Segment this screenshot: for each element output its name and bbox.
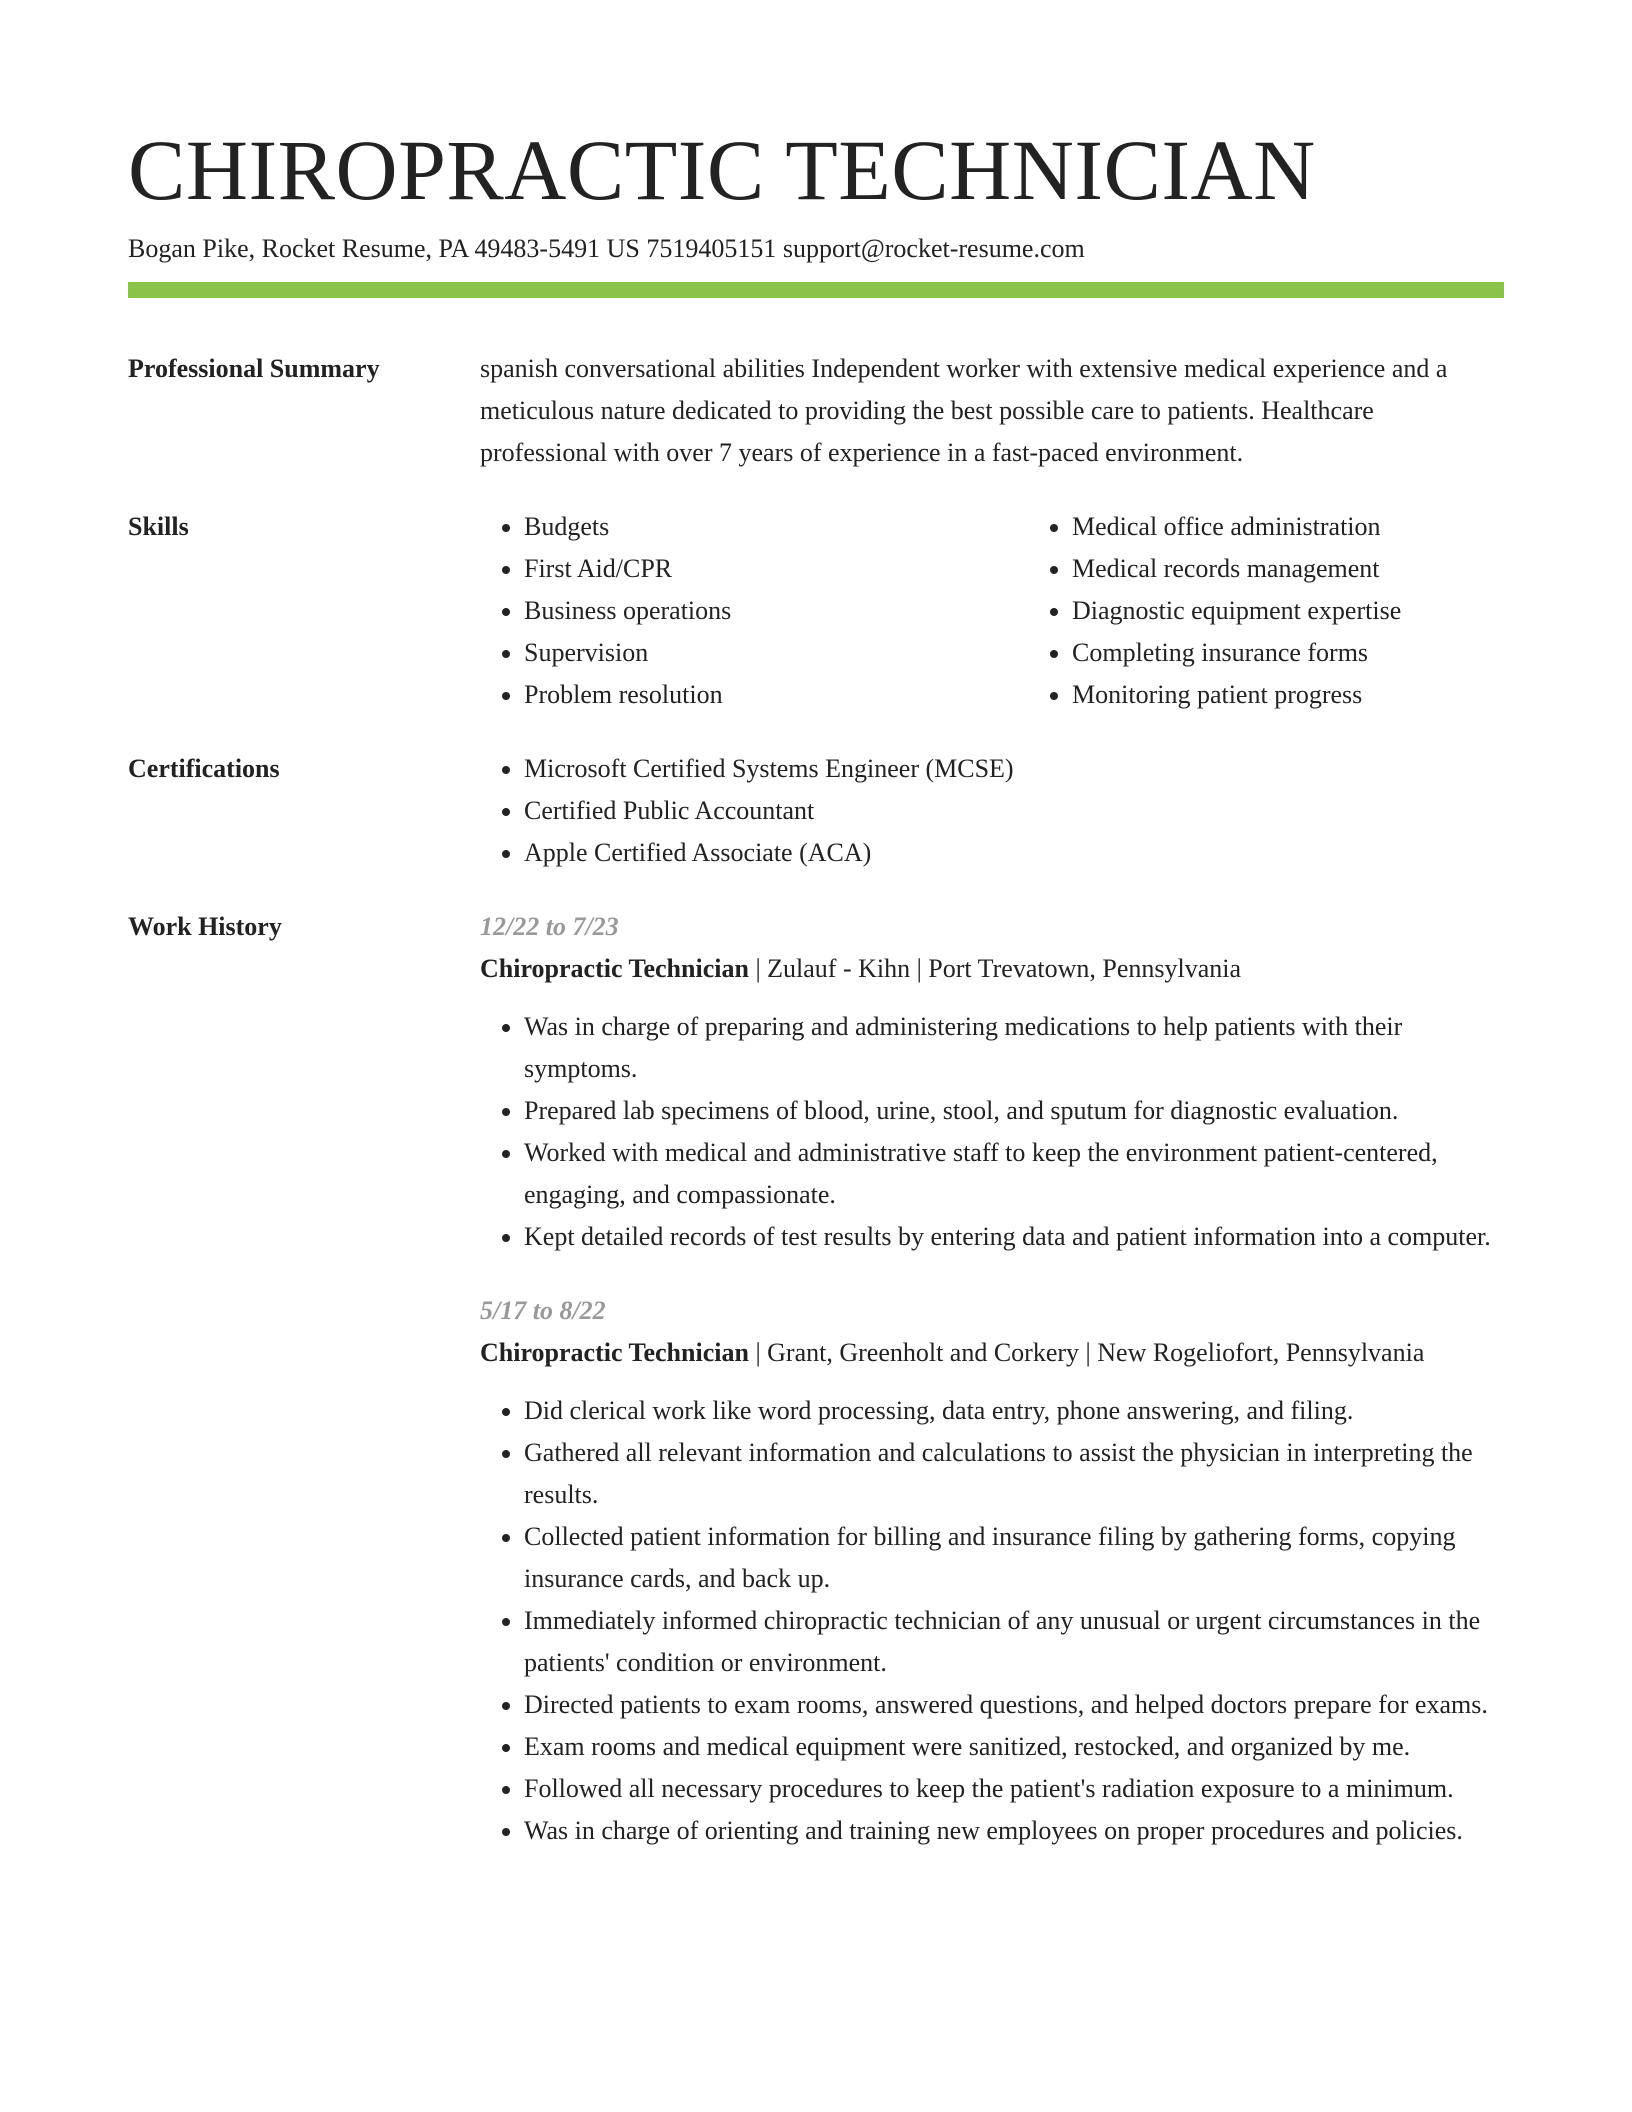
resume-page	[128, 0, 1504, 1852]
skills-list-left	[480, 506, 1028, 716]
job-bullets	[480, 1006, 1504, 1258]
job-employer-location: | Grant, Greenholt and Corkery | New Rogeliofort, Pennsylvania	[748, 1338, 1425, 1367]
skill-item: • Business operations	[524, 590, 1028, 632]
job-heading	[480, 1332, 1504, 1374]
work-history-section	[128, 906, 1504, 1852]
job-bullet: • Exam rooms and medical equipment were sanitized, restocked, and organized by me.	[524, 1726, 1504, 1768]
job-bullet: • Was in charge of preparing and administering medications to help patients with their symptoms.	[524, 1006, 1504, 1090]
job-dates: 12/22 to 7/23	[480, 912, 619, 941]
job-heading	[480, 948, 1504, 990]
job-bullet: • Immediately informed chiropractic technician of any unusual or urgent circumstances in the patients' condition or environment.	[524, 1600, 1504, 1684]
work-history-body	[480, 906, 1504, 1852]
summary-section	[128, 348, 1504, 474]
skills-body	[480, 506, 1576, 716]
accent-divider	[128, 282, 1504, 298]
job-bullet: • Collected patient information for billing and insurance filing by gathering forms, copying insurance cards, and back up.	[524, 1516, 1504, 1600]
skill-item: • Medical office administration	[1072, 506, 1576, 548]
job-bullet: • Did clerical work like word processing, data entry, phone answering, and filing.	[524, 1390, 1504, 1432]
skills-section	[128, 506, 1504, 716]
skill-item: • Diagnostic equipment expertise	[1072, 590, 1576, 632]
job-bullet: • Directed patients to exam rooms, answered questions, and helped doctors prepare for exams.	[524, 1684, 1504, 1726]
certifications-section	[128, 748, 1504, 874]
skill-item: • Supervision	[524, 632, 1028, 674]
skill-item: • Completing insurance forms	[1072, 632, 1576, 674]
certification-item: • Apple Certified Associate (ACA)	[524, 832, 1504, 874]
skills-heading: Skills	[128, 512, 189, 541]
skill-item: • Budgets	[524, 506, 1028, 548]
skill-item: • Monitoring patient progress	[1072, 674, 1576, 716]
job-bullet: • Gathered all relevant information and calculations to assist the physician in interpreting the results.	[524, 1432, 1504, 1516]
work-history-heading: Work History	[128, 912, 282, 941]
job-title: Chiropractic Technician	[480, 954, 749, 983]
resume-name: CHIROPRACTIC TECHNICIAN	[128, 122, 1316, 218]
skill-item: • Problem resolution	[524, 674, 1028, 716]
summary-heading: Professional Summary	[128, 354, 380, 383]
certifications-body	[480, 748, 1504, 874]
certification-item: • Certified Public Accountant	[524, 790, 1504, 832]
job-bullet: • Was in charge of orienting and training new employees on proper procedures and policies.	[524, 1810, 1504, 1852]
job-entry	[480, 1290, 1504, 1852]
job-bullets	[480, 1390, 1504, 1852]
job-employer-location: | Zulauf - Kihn | Port Trevatown, Pennsylvania	[748, 954, 1242, 983]
job-bullet: • Prepared lab specimens of blood, urine, stool, and sputum for diagnostic evaluation.	[524, 1090, 1504, 1132]
job-bullet: • Worked with medical and administrative staff to keep the environment patient-centered, engaging, and compassionate.	[524, 1132, 1504, 1216]
certifications-list	[480, 748, 1504, 874]
skill-item: • First Aid/CPR	[524, 548, 1028, 590]
job-bullet: • Kept detailed records of test results by entering data and patient information into a computer.	[524, 1216, 1504, 1258]
job-bullet: • Followed all necessary procedures to keep the patient's radiation exposure to a minimum.	[524, 1768, 1504, 1810]
certification-item: • Microsoft Certified Systems Engineer (MCSE)	[524, 748, 1504, 790]
certifications-heading: Certifications	[128, 754, 280, 783]
skills-list-right	[1028, 506, 1576, 716]
contact-line: Bogan Pike, Rocket Resume, PA 49483-5491 US 7519405151 support@rocket-resume.com	[128, 234, 1085, 263]
skill-item: • Medical records management	[1072, 548, 1576, 590]
skills-columns	[480, 506, 1576, 716]
job-dates: 5/17 to 8/22	[480, 1296, 606, 1325]
job-entry	[480, 906, 1504, 1258]
summary-text: spanish conversational abilities Independent worker with extensive medical experience and a meticulous nature dedicated to providing the best possible care to patients. Healthcare professional with over 7 years of experience in a fast-paced environment.	[480, 354, 1448, 467]
job-title: Chiropractic Technician	[480, 1338, 749, 1367]
